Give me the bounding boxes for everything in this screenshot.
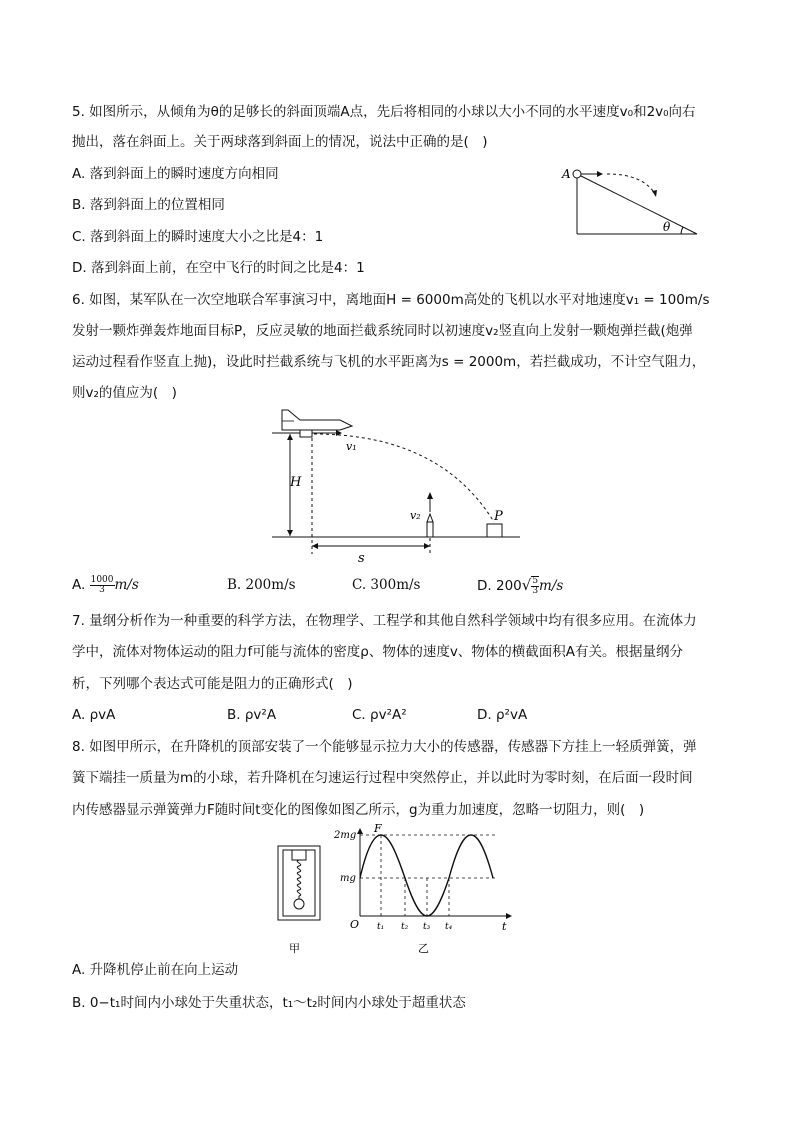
q5-option-a: A. 落到斜面上的瞬时速度方向相同 xyxy=(72,166,279,182)
q8-fig-label-t: t xyxy=(502,920,507,933)
q5-option-d: D. 落到斜面上前，在空中飞行的时间之比是4：1 xyxy=(72,260,365,276)
q6-interception-figure xyxy=(260,404,530,569)
q5-option-c: C. 落到斜面上的瞬时速度大小之比是4：1 xyxy=(72,229,324,245)
q6-line-2: 发射一颗炸弹轰炸地面目标P，反应灵敏的地面拦截系统同时以初速度v₂竖直向上发射一颗炮弹拦截(炮弹 xyxy=(72,323,693,339)
q5-option-b: B. 落到斜面上的位置相同 xyxy=(72,197,225,213)
q6-fig-label-v2: v₂ xyxy=(410,509,421,522)
q7-option-b: B. ρv²A xyxy=(227,707,277,723)
q8-fig-label-2mg: 2mg xyxy=(334,830,357,841)
q8-fig-label-t4: t₄ xyxy=(445,922,453,932)
q8-line-2: 簧下端挂一质量为m的小球，若升降机在匀速运行过程中突然停止，并以此时为零时刻，在后面一段时间 xyxy=(72,770,693,786)
q8-option-b: B. 0−t₁时间内小球处于失重状态，t₁～t₂时间内小球处于超重状态 xyxy=(72,995,466,1011)
q6-option-d: D. 200√ $\frac{5}{3}$ m/s xyxy=(477,576,564,596)
q8-fig-label-t3: t₃ xyxy=(423,922,431,932)
q8-fig-label-yi: 乙 xyxy=(418,942,429,955)
q8-line-1: 8. 如图甲所示，在升降机的顶部安装了一个能够显示拉力大小的传感器，传感器下方挂上一轻质弹簧，弹 xyxy=(72,739,697,755)
q6-line-3: 运动过程看作竖直上抛)，设此时拦截系统与飞机的水平距离为s = 2000m，若拦截成功，不计空气阻力， xyxy=(72,354,706,370)
q7-line-1: 7. 量纲分析作为一种重要的科学方法，在物理学、工程学和其他自然科学领域中均有很多应用。在流体力 xyxy=(72,613,697,629)
q6-option-c: C. 300m/s xyxy=(352,577,421,593)
q7-option-c: C. ρv²A² xyxy=(352,707,407,723)
q5-fig-label-theta: θ xyxy=(663,220,671,234)
q8-elevator-figure xyxy=(272,840,332,955)
q8-fig-label-origin: O xyxy=(350,918,360,931)
q6-line-1: 6. 如图，某军队在一次空地联合军事演习中，离地面H = 6000m高处的飞机以水平对地速度v₁ = 100m/s xyxy=(72,292,710,308)
q7-option-d: D. ρ²vA xyxy=(477,707,528,723)
q7-line-2: 学中，流体对物体运动的阻力f可能与流体的密度ρ、物体的速度v、物体的横截面积A有关。根据量纲分 xyxy=(72,644,684,660)
sqrt-symbol: √ xyxy=(521,576,532,594)
q6-option-b: B. 200m/s xyxy=(227,577,296,593)
q6-option-a: A. $\frac{1000}{3}$ m/s xyxy=(72,574,139,595)
q7-option-a: A. ρvA xyxy=(72,707,116,723)
q6-fig-label-s: s xyxy=(358,551,365,566)
q8-option-a: A. 升降机停止前在向上运动 xyxy=(72,962,239,978)
q5-line-2: 抛出，落在斜面上。关于两球落到斜面上的情况，说法中正确的是( ) xyxy=(72,134,488,150)
q8-line-3: 内传感器显示弹簧弹力F随时间t变化的图像如图乙所示，g为重力加速度，忽略一切阻力，则( ) xyxy=(72,802,645,818)
q6-line-4: 则v₂的值应为( ) xyxy=(72,385,177,401)
q6-fig-label-v1: v₁ xyxy=(346,440,357,453)
q8-fig-label-jia: 甲 xyxy=(289,942,300,955)
q5-line-1: 5. 如图所示，从倾角为θ的足够长的斜面顶端A点，先后将相同的小球以大小不同的水平速度v₀和2v₀向右 xyxy=(72,104,696,120)
q8-fig-label-mg: mg xyxy=(340,873,356,884)
q7-line-3: 析，下列哪个表达式可能是阻力的正确形式( ) xyxy=(72,676,353,692)
q8-force-time-graph xyxy=(330,822,520,957)
q8-fig-label-t1: t₁ xyxy=(377,922,385,932)
q6-fig-label-h: H xyxy=(290,475,302,490)
q8-fig-label-f: F xyxy=(374,822,382,835)
q5-incline-figure xyxy=(555,162,705,238)
q8-fig-label-t2: t₂ xyxy=(401,922,409,932)
q5-fig-label-a: A xyxy=(562,167,571,181)
q6-fig-label-p: P xyxy=(494,509,503,524)
